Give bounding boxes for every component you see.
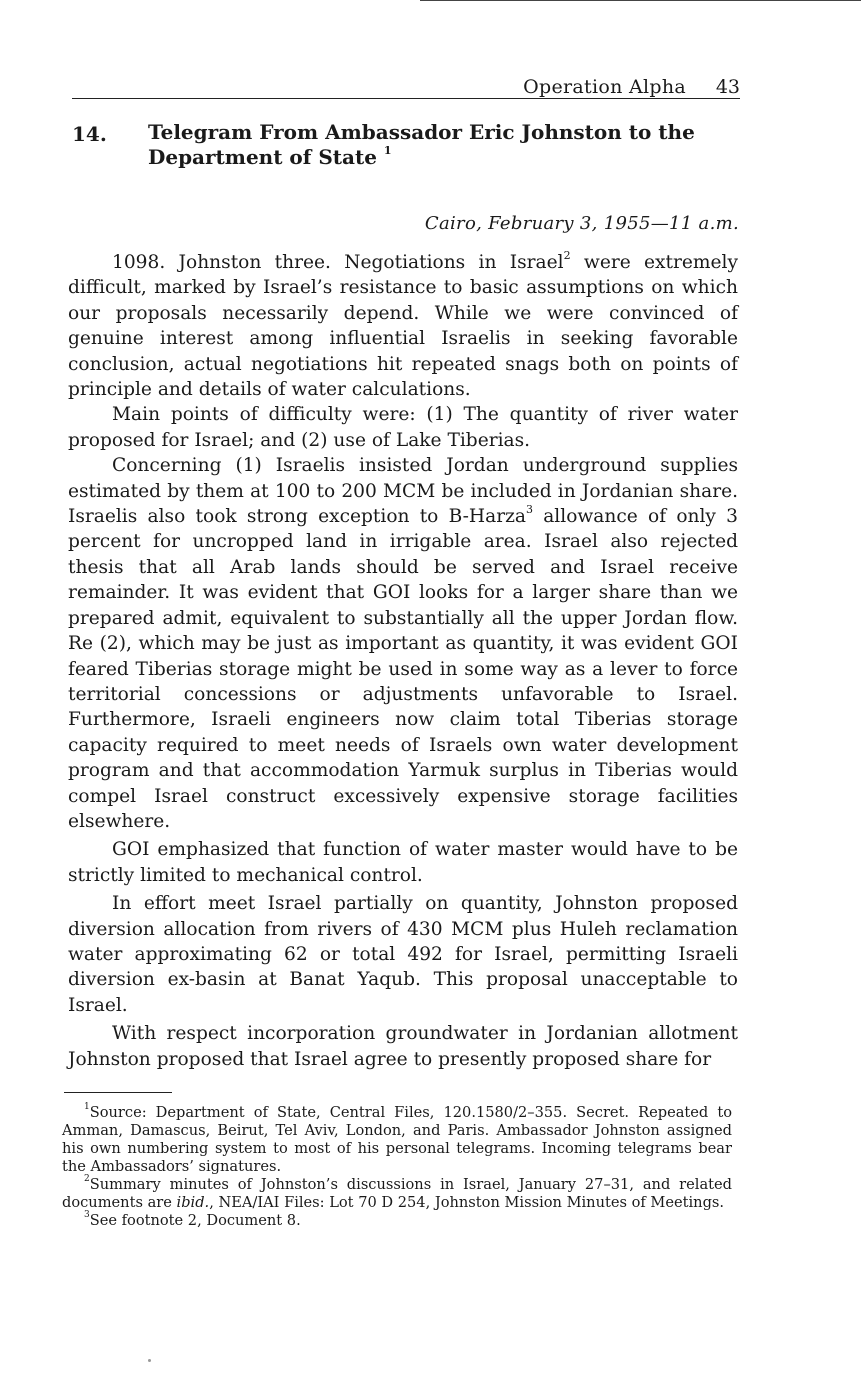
footnote-ref-3[interactable]: 3 bbox=[525, 502, 533, 516]
running-head bbox=[72, 76, 740, 99]
footnote-mark-3: 3 bbox=[84, 1210, 90, 1221]
document-title bbox=[148, 120, 708, 170]
running-head-title: Operation Alpha bbox=[523, 76, 686, 98]
footnote-2 bbox=[62, 1176, 732, 1212]
paragraph-3-end: allowance of only 3 percent for uncropped land in irrigable area. Israel also rejected thesis that all Arab lands should be served and Israel receive remainder. It was evident that GOI looks for a larger share than we prepared admit, equivalent to substantially all the upper Jordan flow. Re (2), which may be just as important as quantity, it was evident GOI feared Tiberias storage might be used in some way as a lever to force territorial concessions or adjustments unfavorable to Israel. Furthermore, Israeli engineers now claim total Tiberias storage capacity required to meet needs of Israels own water development program and that accommodation Yarmuk surplus in Tiberias would compel Israel construct excessively expensive storage facilities elsewhere. bbox=[68, 506, 738, 832]
paragraph-6: With respect incorporation groundwater in Jordanian allotment Johnston proposed that Israel agree to presently proposed share for bbox=[68, 1023, 738, 1070]
footnote-ref-1[interactable]: 1 bbox=[383, 144, 392, 158]
footnote-ref-2[interactable]: 2 bbox=[563, 248, 571, 262]
telegram-body bbox=[68, 250, 738, 1072]
footnote-rule bbox=[64, 1092, 172, 1093]
paragraph-2: Main points of difficulty were: (1) The quantity of river water proposed for Israel; and (2) use of Lake Tiberias. bbox=[68, 404, 738, 451]
document-number: 14. bbox=[72, 122, 107, 146]
footnote-mark-2: 2 bbox=[84, 1174, 90, 1185]
dateline: Cairo, February 3, 1955—11 a.m. bbox=[424, 213, 739, 234]
top-edge-rule bbox=[420, 0, 861, 1]
footnote-2-text-start: Summary minutes of Johnston’s discussions in Israel, January 27–31, and related documents are bbox=[62, 1176, 732, 1211]
footnote-1-text: Source: Department of State, Central Files, 120.1580/2–355. Secret. Repeated to Amman, Damascus, Beirut, Tel Aviv, London, and Paris. Ambassador Johnston assigned his own numbering system to most of his personal telegrams. Incoming telegrams bear the Ambassadors’ signatures. bbox=[62, 1104, 732, 1175]
footnote-mark-1: 1 bbox=[84, 1102, 90, 1113]
footnote-3 bbox=[62, 1212, 732, 1230]
footnote-2-ibid: ibid. bbox=[176, 1194, 210, 1211]
footnote-1 bbox=[62, 1104, 732, 1176]
paragraph-1 bbox=[68, 250, 738, 402]
footnote-3-text: See footnote 2, Document 8. bbox=[89, 1212, 301, 1229]
footnote-2-text-end: , NEA/IAI Files: Lot 70 D 254, Johnston Mission Minutes of Meetings. bbox=[209, 1194, 725, 1211]
paper-speck bbox=[148, 1359, 151, 1362]
paragraph-4: GOI emphasized that function of water master would have to be strictly limited to mechanical control. bbox=[68, 839, 738, 886]
footnotes bbox=[62, 1104, 732, 1230]
page-number: 43 bbox=[715, 76, 740, 98]
paragraph-3-start: Concerning (1) Israelis insisted Jordan underground supplies estimated by them at 100 to 200 MCM be included in Jordanian share. Israelis also took strong exception to B-Harza bbox=[68, 455, 738, 528]
paragraph-1-start: 1098. Johnston three. Negotiations in Israel bbox=[112, 252, 564, 273]
paragraph-1-end: were extremely difficult, marked by Israel’s resistance to basic assumptions on which our proposals necessarily depend. While we were convinced of genuine interest among influential Israelis in seeking favorable conclusion, actual negotiations hit repeated snags both on points of principle and details of water calculations. bbox=[68, 252, 738, 401]
document-title-text: Telegram From Ambassador Eric Johnston to the Department of State bbox=[148, 120, 695, 169]
paragraph-3 bbox=[68, 453, 738, 834]
paragraph-5: In effort meet Israel partially on quantity, Johnston proposed diversion allocation from rivers of 430 MCM plus Huleh reclamation water approximating 62 or total 492 for Israel, permitting Israeli diversion ex-basin at Banat Yaqub. This proposal unacceptable to Israel. bbox=[68, 893, 738, 1016]
